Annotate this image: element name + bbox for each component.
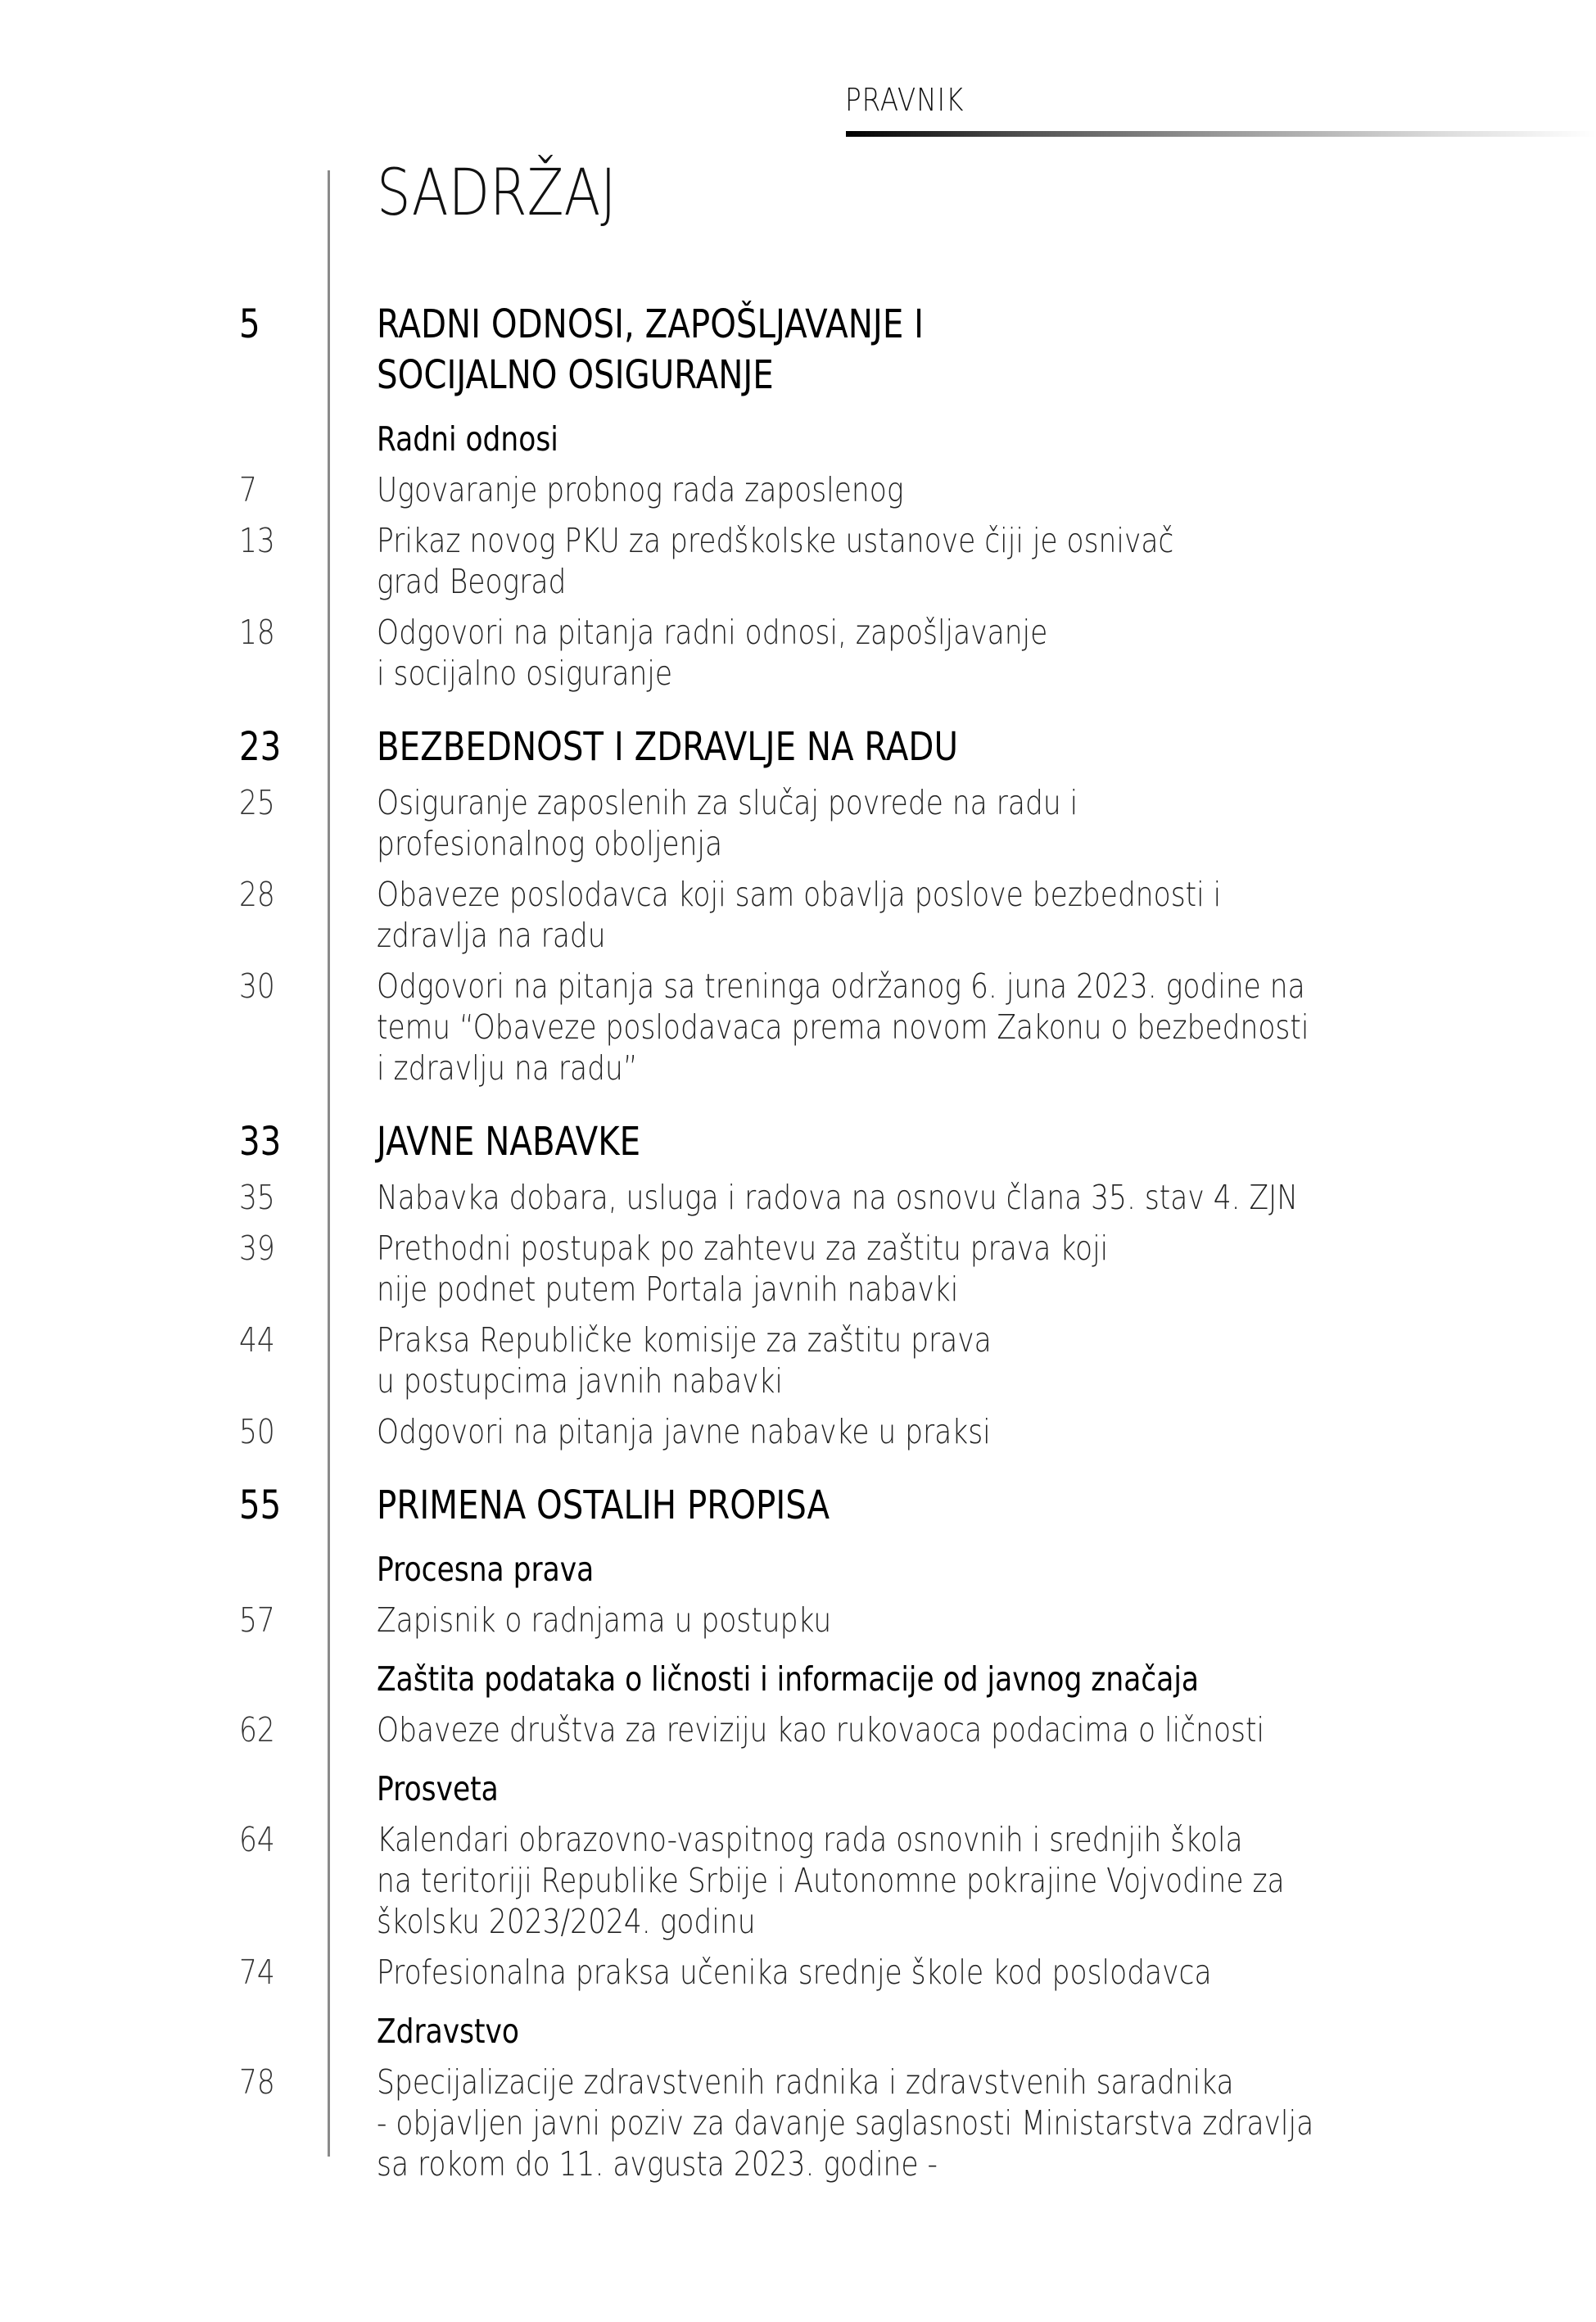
entry-title-text: - objavljen javni poziv za davanje saglasnosti Ministarstva zdravlja [377,2103,1314,2143]
section-title-line [377,1480,1458,1531]
section-title-text: SOCIJALNO OSIGURANJE [377,352,774,398]
page-number-text: 55 [239,1482,282,1528]
entry-title-text: Specijalizacije zdravstvenih radnika i zdravstvenih saradnika [377,2062,1234,2102]
page-number [239,782,321,823]
subheading-text [377,1659,1458,1700]
header-gradient-rule [846,131,1596,137]
entry-title-text: grad Beograd [377,562,567,601]
toc-entry[interactable] [0,1709,1596,1750]
entry-title [377,782,1458,864]
entry-title-text: Osiguranje zaposlenih za slučaj povrede na radu i [377,783,1078,822]
entry-title-line [377,2102,1458,2143]
subheading-text [377,419,1458,459]
toc-entry[interactable] [0,874,1596,956]
running-head: PRAVNIK [845,82,965,118]
entry-title-text: Prethodni postupak po zahtevu za zaštitu prava koji [377,1229,1109,1268]
page-number-text: 7 [239,470,257,509]
page-number-text: 18 [239,613,275,652]
page-number-text: 39 [239,1229,275,1268]
entry-title [377,469,1458,510]
entry-title-line [377,1819,1458,1860]
entry-title [377,1177,1458,1218]
toc-entry[interactable] [0,1228,1596,1310]
section-title-text: JAVNE NABAVKE [377,1119,641,1165]
entry-title-line [377,1411,1458,1452]
page-number [239,2062,321,2102]
page-number [239,1709,321,1750]
section-title-line [377,350,1458,401]
section-title-text: BEZBEDNOST I ZDRAVLJE NA RADU [377,724,958,770]
toc-entry[interactable] [0,1319,1596,1401]
entry-title-text: Zapisnik o radnjama u postupku [377,1600,832,1640]
entry-title [377,612,1458,694]
toc-entry[interactable] [0,2062,1596,2184]
subheading-label: Prosveta [377,1769,499,1808]
toc-entry[interactable] [0,1411,1596,1452]
toc-subheading [0,419,1596,459]
page-number [239,1411,321,1452]
toc-entry[interactable] [0,612,1596,694]
entry-title-line [377,1228,1458,1269]
page-number-text: 5 [239,301,260,347]
entry-title-line [377,1269,1458,1310]
toc-section-heading[interactable] [0,722,1596,772]
page-number [239,1228,321,1269]
toc-section-heading[interactable] [0,1116,1596,1167]
page-number [239,469,321,510]
toc-entry[interactable] [0,1952,1596,1993]
page-number [239,1116,321,1167]
entry-title-line [377,1860,1458,1901]
entry-title-line [377,653,1458,694]
page-number [239,612,321,653]
section-title [377,1116,1458,1167]
entry-title [377,1319,1458,1401]
entry-title-text: temu “Obaveze poslodavaca prema novom Zakonu o bezbednosti [377,1007,1309,1047]
toc-section-heading[interactable] [0,1480,1596,1531]
entry-title-line [377,1177,1458,1218]
page-number [239,1177,321,1218]
entry-title-line [377,1952,1458,1993]
section-title-line [377,299,1458,350]
page-number-text: 30 [239,966,275,1006]
page-number [239,966,321,1007]
entry-title-line [377,1007,1458,1048]
entry-title [377,520,1458,602]
entry-title-line [377,1048,1458,1089]
entry-title [377,1228,1458,1310]
entry-title-text: Profesionalna praksa učenika srednje škole kod poslodavca [377,1953,1212,1992]
page-title: SADRŽAJ [377,156,617,230]
entry-title-line [377,1360,1458,1401]
entry-title [377,1600,1458,1641]
entry-title-line [377,1901,1458,1942]
toc-subheading [0,2011,1596,2052]
page-number-text: 78 [239,2062,275,2102]
toc-entry[interactable] [0,782,1596,864]
section-title-line [377,1116,1458,1167]
page-number [239,874,321,915]
entry-title [377,874,1458,956]
entry-title-text: Obaveze poslodavca koji sam obavlja poslove bezbednosti i [377,875,1222,914]
toc-subheading [0,1549,1596,1590]
entry-title-text: sa rokom do 11. avgusta 2023. godine - [377,2144,938,2184]
entry-title [377,1952,1458,1993]
subheading-text [377,1768,1458,1809]
entry-title-text: Odgovori na pitanja sa treninga održanog 6. juna 2023. godine na [377,966,1305,1006]
entry-title-text: Odgovori na pitanja javne nabavke u praksi [377,1412,991,1451]
subheading-text [377,2011,1458,2052]
page-number [239,1480,321,1531]
page-number-text: 13 [239,521,275,560]
entry-title-text: Odgovori na pitanja radni odnosi, zapošljavanje [377,613,1048,652]
page-number-text: 28 [239,875,275,914]
toc-section-heading[interactable] [0,299,1596,401]
section-title-text: PRIMENA OSTALIH PROPISA [377,1482,830,1528]
entry-title-text: školsku 2023/2024. godinu [377,1902,756,1941]
page-number [239,520,321,561]
entry-title [377,1411,1458,1452]
entry-title-text: nije podnet putem Portala javnih nabavki [377,1270,959,1309]
toc-subheading [0,1659,1596,1700]
entry-title-line [377,2143,1458,2184]
entry-title-text: i zdravlju na radu” [377,1048,638,1088]
entry-title-line [377,874,1458,915]
page-number-text: 57 [239,1600,275,1640]
section-title [377,299,1458,401]
entry-title-text: profesionalnog oboljenja [377,824,723,863]
section-title-line [377,722,1458,772]
page-number-text: 33 [239,1119,282,1165]
page-number-text: 62 [239,1710,275,1749]
entry-title-text: Obaveze društva za reviziju kao rukovaoca podacima o ličnosti [377,1710,1265,1749]
toc-subheading [0,1768,1596,1809]
toc-entry[interactable] [0,469,1596,510]
subheading-label: Zdravstvo [377,2012,520,2051]
subheading-label: Procesna prava [377,1550,595,1589]
toc-entry[interactable] [0,1177,1596,1218]
page-number-text: 23 [239,724,282,770]
entry-title-line [377,915,1458,956]
entry-title-text: Nabavka dobara, usluga i radova na osnovu člana 35. stav 4. ZJN [377,1178,1299,1217]
table-of-contents [0,299,1596,2184]
entry-title-text: Ugovaranje probnog rada zaposlenog [377,470,904,509]
entry-title-line [377,469,1458,510]
entry-title-line [377,520,1458,561]
page-number [239,299,321,350]
page-number-text: 44 [239,1320,275,1360]
page-number [239,722,321,772]
entry-title-line [377,966,1458,1007]
entry-title [377,1709,1458,1750]
subheading-label: Radni odnosi [377,419,558,459]
toc-entry[interactable] [0,966,1596,1089]
entry-title-line [377,823,1458,864]
entry-title-line [377,1709,1458,1750]
section-title [377,722,1458,772]
entry-title-text: zdravlja na radu [377,916,606,955]
toc-entry[interactable] [0,1600,1596,1641]
entry-title-line [377,1319,1458,1360]
entry-title-text: u postupcima javnih nabavki [377,1361,783,1401]
subheading-text [377,1549,1458,1590]
page-number-text: 35 [239,1178,275,1217]
entry-title-text: Kalendari obrazovno-vaspitnog rada osnovnih i srednjih škola [377,1820,1243,1859]
page-number [239,1600,321,1641]
toc-entry[interactable] [0,520,1596,602]
entry-title-text: Prikaz novog PKU za predškolske ustanove čiji je osnivač [377,521,1174,560]
entry-title [377,1819,1458,1942]
entry-title [377,966,1458,1089]
entry-title-line [377,561,1458,602]
page-number [239,1952,321,1993]
page-number-text: 50 [239,1412,275,1451]
entry-title [377,2062,1458,2184]
page-number-text: 64 [239,1820,275,1859]
entry-title-text: Praksa Republičke komisije za zaštitu prava [377,1320,992,1360]
page-number-text: 25 [239,783,275,822]
entry-title-line [377,612,1458,653]
section-title [377,1480,1458,1531]
toc-entry[interactable] [0,1819,1596,1942]
subheading-label: Zaštita podataka o ličnosti i informacije od javnog značaja [377,1659,1200,1699]
entry-title-text: i socijalno osiguranje [377,654,673,693]
entry-title-line [377,2062,1458,2102]
page-number [239,1319,321,1360]
page-number [239,1819,321,1860]
page-number-text: 74 [239,1953,275,1992]
entry-title-line [377,1600,1458,1641]
entry-title-line [377,782,1458,823]
section-title-text: RADNI ODNOSI, ZAPOŠLJAVANJE I [377,301,924,347]
entry-title-text: na teritoriji Republike Srbije i Autonomne pokrajine Vojvodine za [377,1861,1285,1900]
